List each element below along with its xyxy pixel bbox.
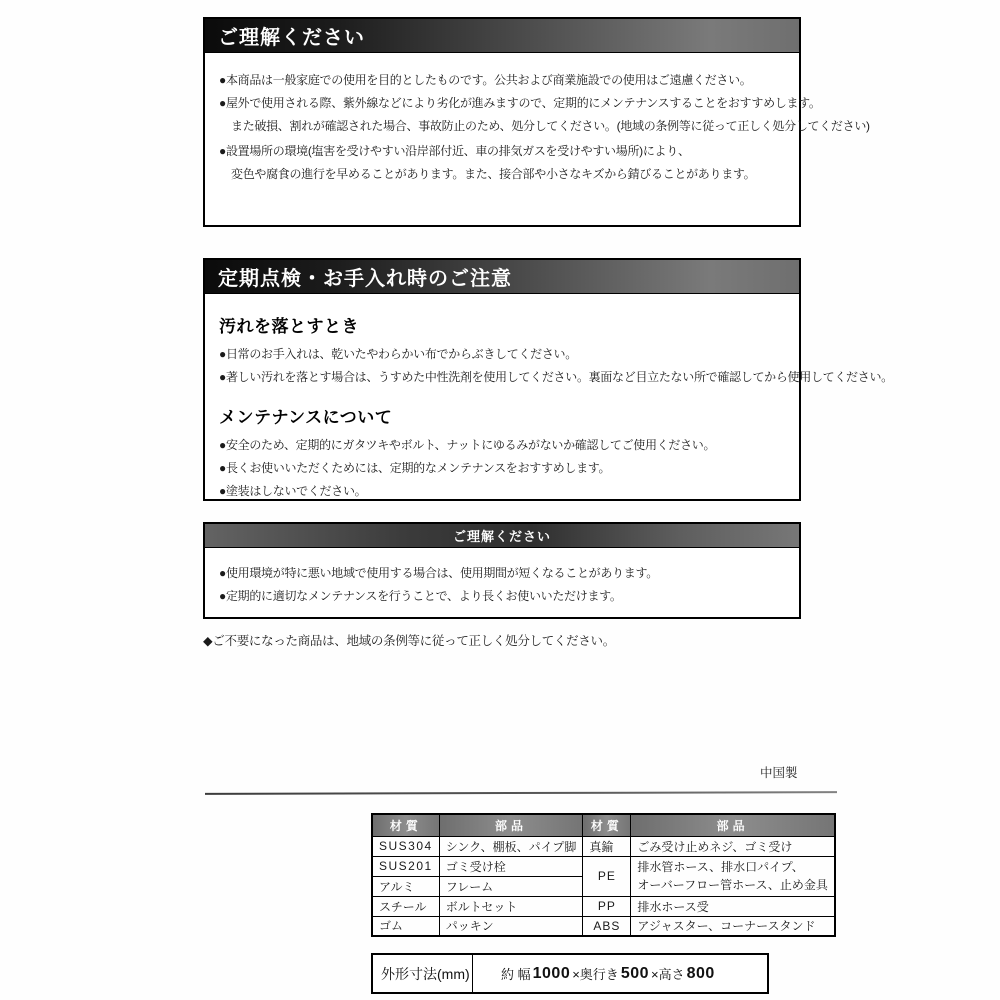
secondary-understanding-body [205,548,799,608]
parts-cell: ボルトセット [439,896,583,916]
material-column-header: 材質 [372,814,439,836]
table-header-row [372,814,835,836]
dimensions-separator: ×奥行き [572,967,619,982]
material-cell: ABS [583,916,631,936]
maintenance-line: ●長くお使いいただくためには、定期的なメンテナンスをおすすめします。 [219,461,611,475]
dimensions-separator: ×高さ [651,967,685,982]
material-cell: PP [583,896,631,916]
secondary-understanding-box [203,522,801,619]
parts-cell: ごみ受け止めネジ、ゴミ受け [631,836,835,856]
dimensions-prefix: 約 幅 [501,967,531,982]
notice-line: ●本商品は一般家庭での使用を目的としたものです。公共および商業施設での使用はご遠慮ください。 [219,73,752,87]
material-cell: アルミ [372,876,439,896]
parts-cell-line: オーバーフロー管ホース、止め金具 [637,878,828,892]
parts-cell-line: 排水管ホース、排水口パイプ、 [637,860,804,874]
materials-parts-table [371,813,836,937]
material-column-header: 材質 [583,814,631,836]
parts-column-header: 部品 [631,814,835,836]
notice-line-continuation: 変色や腐食の進行を早めることがあります。また、接合部や小さなキズから錆びることがあります。 [231,167,756,181]
material-cell: PE [583,856,631,896]
parts-cell [631,856,835,896]
understanding-notice-box [203,17,870,227]
cleaning-line: ●日常のお手入れは、乾いたやわらかい布でからぶきしてください。 [219,347,577,361]
dimensions-value [473,955,767,992]
notice-line: ●設置場所の環境(塩害を受けやすい沿岸部付近、車の排気ガスを受けやすい場所)により、 [219,144,690,158]
table-row [372,836,835,856]
parts-cell: シンク、棚板、パイプ脚 [439,836,583,856]
table-row [372,856,835,876]
secondary-understanding-header [205,524,799,548]
parts-cell: フレーム [439,876,583,896]
table-row [372,916,835,936]
width-value: 1000 [532,964,571,982]
notice-line-continuation: また破損、割れが確認された場合、事故防止のため、処分してください。(地域の条例等に従って正しく処分してください) [231,119,870,133]
parts-cell: 排水ホース受 [631,896,835,916]
maintenance-caution-header [205,260,799,294]
material-cell: 真鍮 [583,836,631,856]
parts-cell: ゴミ受け栓 [439,856,583,876]
disposal-note: ◆ご不要になった商品は、地域の条例等に従って正しく処分してください。 [203,634,615,648]
outer-dimensions-box [371,953,769,994]
parts-column-header: 部品 [439,814,583,836]
notice-line: ●屋外で使用される際、紫外線などにより劣化が進みますので、定期的にメンテナンスすることをおすすめします。 [219,96,821,110]
material-cell: スチール [372,896,439,916]
secondary-understanding-title: ご理解ください [452,529,551,544]
parts-cell: アジャスター、コーナースタンド [631,916,835,936]
horizontal-divider [205,791,837,795]
maintenance-caution-body [205,294,893,503]
understanding-notice-body [205,53,870,186]
dimensions-label: 外形寸法(mm) [373,955,473,992]
table-row [372,896,835,916]
material-cell: ゴム [372,916,439,936]
maintenance-subheading: メンテナンスについて [219,408,393,427]
depth-value: 500 [620,964,650,982]
understanding-notice-title: ご理解ください [218,27,365,49]
material-cell: SUS304 [372,836,439,856]
cleaning-line: ●著しい汚れを落とす場合は、うすめた中性洗剤を使用してください。裏面など目立たない所で確認してから使用してください。 [219,370,893,384]
country-of-origin-label: 中国製 [760,766,798,780]
maintenance-benefit-line: ●定期的に適切なメンテナンスを行うことで、より長くお使いいただけます。 [219,589,622,603]
usage-environment-line: ●使用環境が特に悪い地域で使用する場合は、使用期間が短くなることがあります。 [219,566,658,580]
maintenance-caution-title: 定期点検・お手入れ時のご注意 [218,268,512,290]
maintenance-line: ●塗装はしないでください。 [219,484,367,498]
parts-cell: パッキン [439,916,583,936]
understanding-notice-header [205,19,799,53]
material-cell: SUS201 [372,856,439,876]
cleaning-subheading: 汚れを落とすとき [219,317,359,336]
height-value: 800 [686,964,715,982]
maintenance-caution-box [203,258,893,501]
maintenance-line: ●安全のため、定期的にガタツキやボルト、ナットにゆるみがないか確認してご使用ください。 [219,438,716,452]
